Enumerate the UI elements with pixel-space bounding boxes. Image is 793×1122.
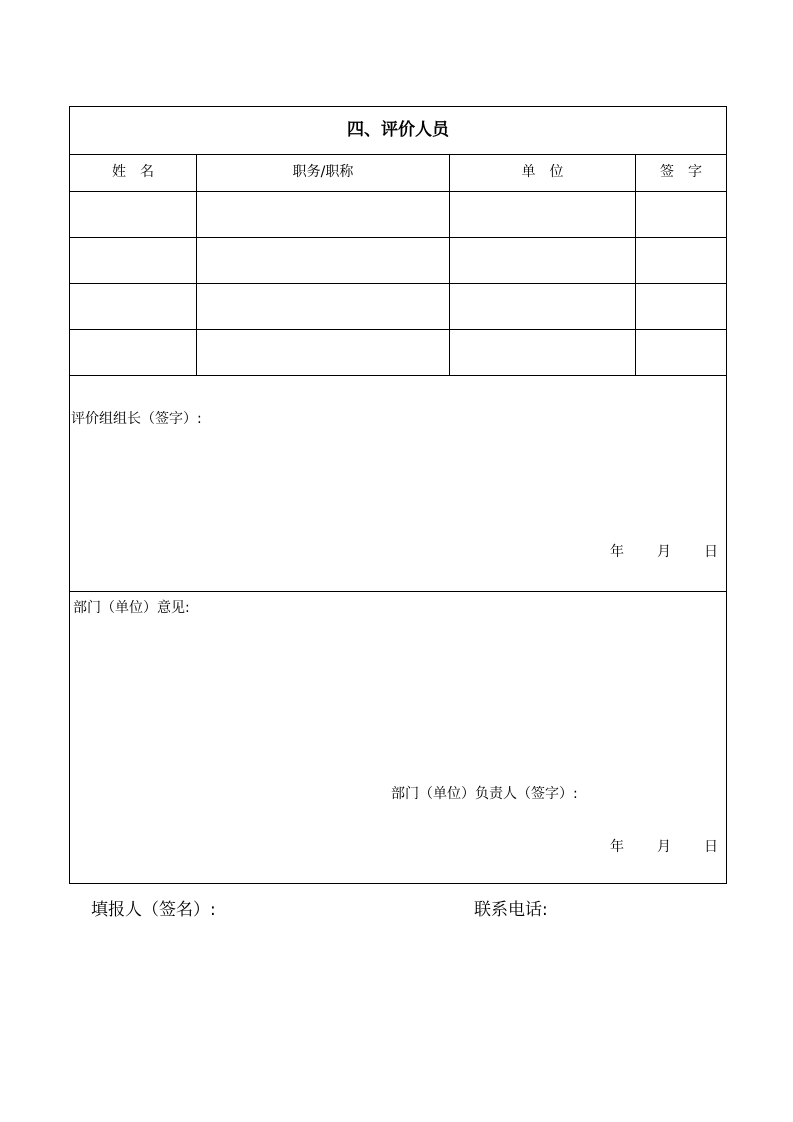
leader-signature-label: 评价组组长（签字）: [71,411,202,427]
evaluation-form [69,106,727,884]
table-cell[interactable] [636,192,726,237]
table-cell[interactable] [197,284,449,329]
table-row [70,192,726,237]
table-cell[interactable] [70,284,196,329]
header-signature: 签 字 [660,164,702,180]
table-cell[interactable] [197,238,449,283]
divider [70,591,726,592]
header-unit: 单 位 [521,164,564,180]
date-month: 月 [657,544,671,560]
table-cell[interactable] [450,238,635,283]
header-position: 职务/职称 [292,164,354,180]
date-year: 年 [610,839,624,855]
table-cell[interactable] [636,238,726,283]
table-cell[interactable] [636,284,726,329]
table-cell[interactable] [70,192,196,237]
divider [70,375,726,376]
table-cell[interactable] [450,330,635,375]
contact-phone-label: 联系电话: [474,900,548,920]
table-row [70,284,726,329]
table-cell[interactable] [197,330,449,375]
department-responsible-label: 部门（单位）负责人（签字）: [391,786,578,802]
filler-signature-label: 填报人（签名）: [91,900,216,920]
date-month: 月 [657,839,671,855]
table-row [70,238,726,283]
table-cell[interactable] [70,330,196,375]
date-year: 年 [610,544,624,560]
table-cell[interactable] [70,238,196,283]
table-cell[interactable] [450,192,635,237]
table-cell[interactable] [636,330,726,375]
date-day: 日 [704,839,718,855]
table-cell[interactable] [450,284,635,329]
section-title: 四、评价人员 [347,120,449,140]
table-row [70,330,726,375]
header-name: 姓 名 [112,164,154,180]
date-day: 日 [704,544,718,560]
department-opinion-label: 部门（单位）意见: [73,600,190,616]
table-cell[interactable] [197,192,449,237]
